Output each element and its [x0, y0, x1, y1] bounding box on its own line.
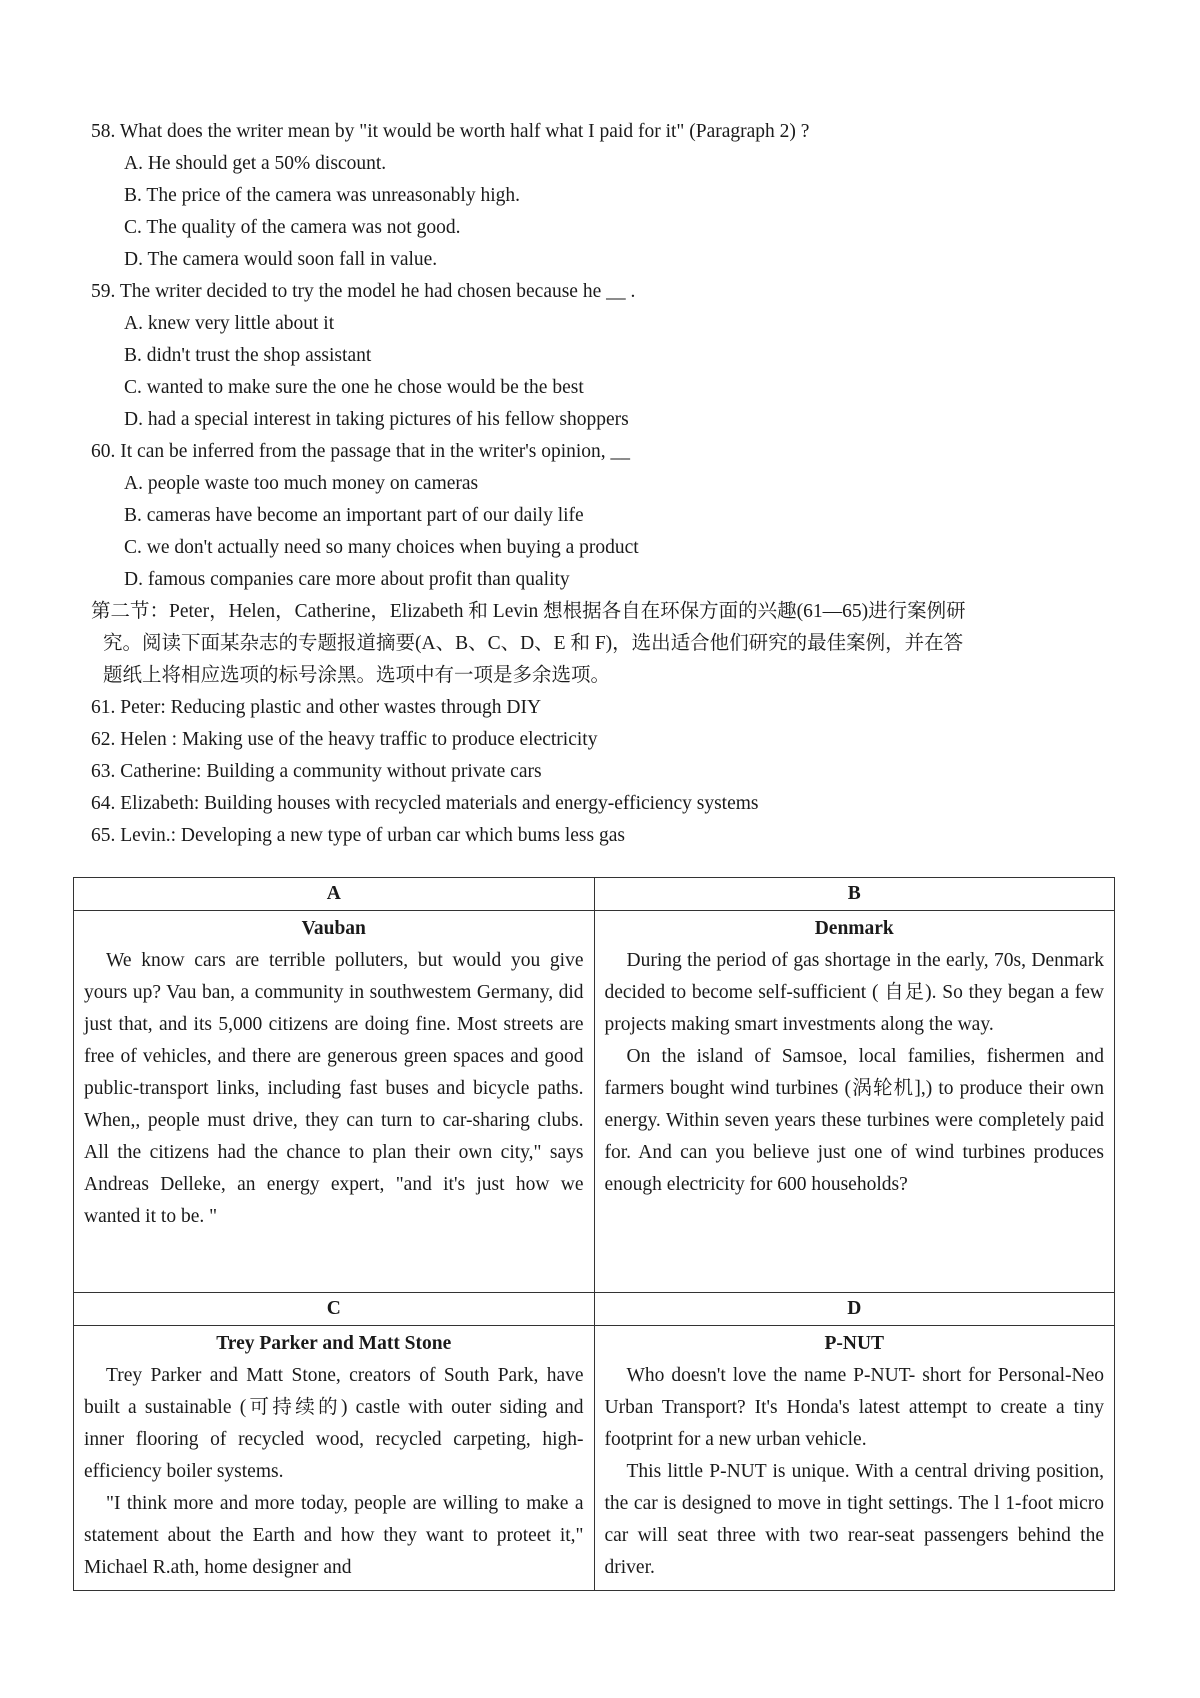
- question-59-option-a: A. knew very little about it: [124, 313, 335, 334]
- question-58-option-b: B. The price of the camera was unreasonably high.: [124, 185, 520, 206]
- question-58-option-a: A. He should get a 50% discount.: [124, 153, 387, 174]
- case-c-paragraph-1: Trey Parker and Matt Stone, creators of South Park, have built a sustainable (可持续的) castle with outer siding and inner flooring of recycled wood, recycled carpeting, high-efficiency boiler systems.: [84, 1365, 584, 1482]
- question-60-option-d: D. famous companies care more about profit than quality: [124, 569, 570, 590]
- case-c-paragraph-2: "I think more and more today, people are willing to make a statement about the Earth and how they want to proteet it," Michael R.ath, home designer and: [84, 1493, 584, 1578]
- question-60-option-c: C. we don't actually need so many choices when buying a product: [124, 537, 639, 558]
- case-b-title: Denmark: [814, 918, 894, 939]
- case-table: [73, 877, 1115, 1591]
- case-b-letter: B: [594, 878, 1115, 911]
- case-c-title: Trey Parker and Matt Stone: [216, 1333, 452, 1354]
- case-a-paragraph-1: We know cars are terrible polluters, but would you give yours up? Vau ban, a community in southwestem Germany, did just that, and its 5,000 citizens are doing fine. Most streets are free of vehicles, and there are generous green spaces and good public-transport links, including fast buses and bicycle paths. When,, people must drive, they can turn to car-sharing clubs. All the citizens had the chance to plan their own city," says Andreas Delleke, an energy expert, "and it's just how we wanted it to be. ": [84, 950, 584, 1227]
- task-63: 63. Catherine: Building a community without private cars: [91, 761, 542, 782]
- question-59-stem: 59. The writer decided to try the model he had chosen because he __ .: [91, 281, 636, 302]
- section-intro-line-2: 究。阅读下面某杂志的专题报道摘要(A、B、C、D、E 和 F)，选出适合他们研究的最佳案例，并在答: [103, 633, 964, 654]
- case-a-cell: [74, 911, 595, 1293]
- case-d-paragraph-1: Who doesn't love the name P-NUT- short for Personal-Neo Urban Transport? It's Honda's latest attempt to create a tiny footprint for a new urban vehicle.: [604, 1365, 1104, 1450]
- case-a-title: Vauban: [301, 918, 366, 939]
- question-59-option-c: C. wanted to make sure the one he chose would be the best: [124, 377, 584, 398]
- case-b-paragraph-2: On the island of Samsoe, local families, fishermen and farmers bought wind turbines (涡轮机],) to produce their own energy. Within seven years these turbines were completely paid for. And can you believe just one of wind turbines produces enough electricity for 600 households?: [604, 1046, 1104, 1195]
- case-d-title: P-NUT: [824, 1333, 885, 1354]
- case-d-cell: [594, 1326, 1115, 1591]
- question-59-option-b: B. didn't trust the shop assistant: [124, 345, 372, 366]
- question-59-option-d: D. had a special interest in taking pictures of his fellow shoppers: [124, 409, 629, 430]
- task-65: 65. Levin.: Developing a new type of urban car which bums less gas: [91, 825, 625, 846]
- case-d-letter: D: [594, 1293, 1115, 1326]
- task-64: 64. Elizabeth: Building houses with recycled materials and energy-efficiency systems: [91, 793, 759, 814]
- question-58-option-d: D. The camera would soon fall in value.: [124, 249, 438, 270]
- case-b-paragraph-1: During the period of gas shortage in the early, 70s, Denmark decided to become self-sufficient ( 自足). So they began a few projects making smart investments along the way.: [604, 950, 1104, 1035]
- section-intro-line-1: 第二节：Peter，Helen，Catherine，Elizabeth 和 Levin 想根据各自在环保方面的兴趣(61—65)进行案例研: [91, 601, 966, 622]
- question-60-option-b: B. cameras have become an important part of our daily life: [124, 505, 584, 526]
- question-60-stem: 60. It can be inferred from the passage that in the writer's opinion, __: [91, 441, 631, 462]
- case-c-cell: [74, 1326, 595, 1591]
- task-61: 61. Peter: Reducing plastic and other wastes through DIY: [91, 697, 542, 718]
- case-d-paragraph-2: This little P-NUT is unique. With a central driving position, the car is designed to move in tight settings. The l 1-foot micro car will seat three with two rear-seat passengers behind the driver.: [604, 1461, 1104, 1578]
- case-b-cell: [594, 911, 1115, 1293]
- case-a-letter: A: [74, 878, 595, 911]
- question-58-stem: 58. What does the writer mean by "it would be worth half what I paid for it" (Paragraph 2) ?: [91, 121, 810, 142]
- question-60-option-a: A. people waste too much money on cameras: [124, 473, 479, 494]
- case-c-letter: C: [74, 1293, 595, 1326]
- task-62: 62. Helen : Making use of the heavy traffic to produce electricity: [91, 729, 598, 750]
- section-intro-line-3: 题纸上将相应选项的标号涂黑。选项中有一项是多余选项。: [103, 665, 611, 686]
- question-58-option-c: C. The quality of the camera was not good.: [124, 217, 461, 238]
